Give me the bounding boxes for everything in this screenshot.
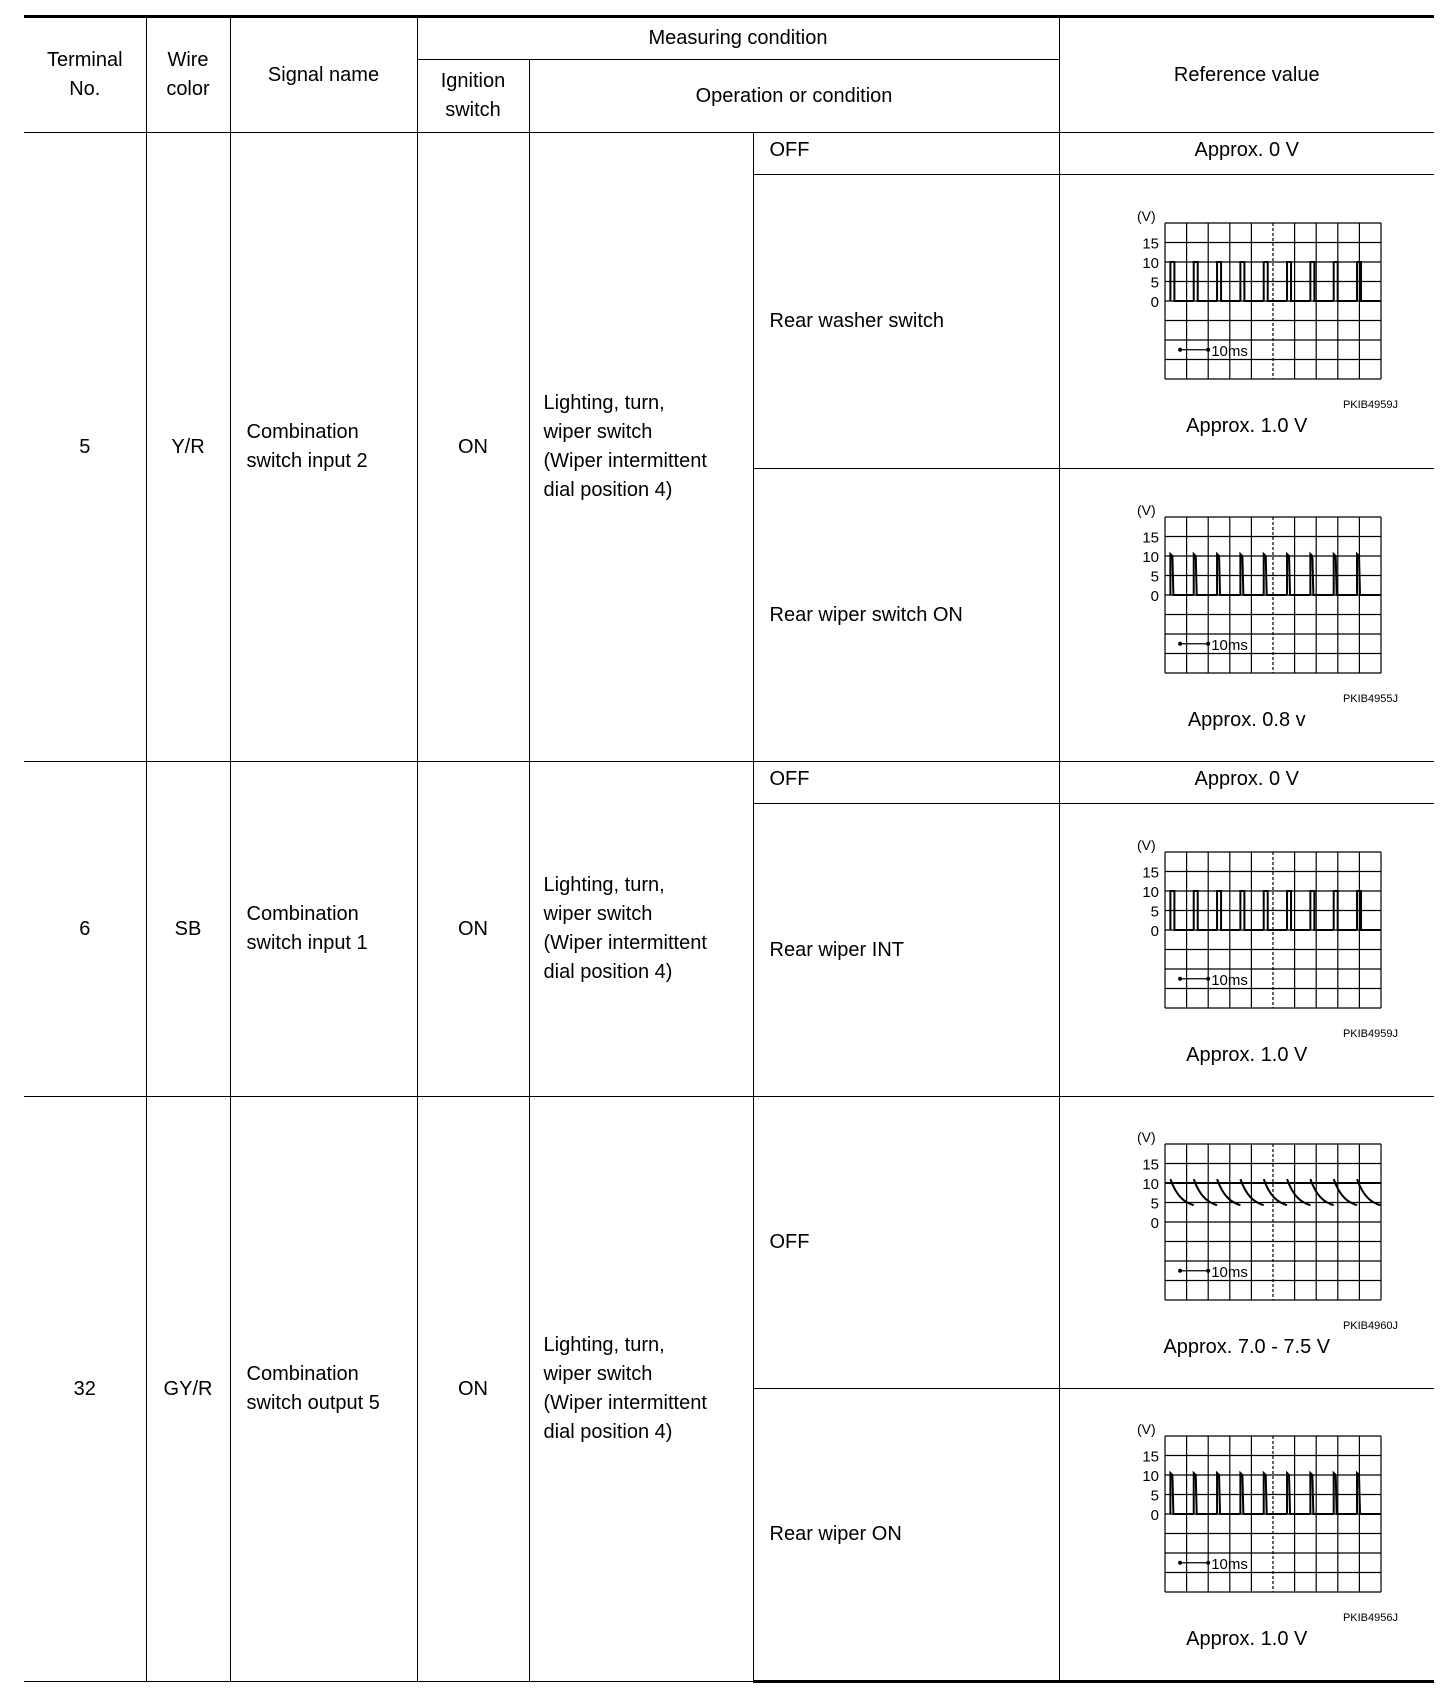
reference-value: Approx. 0 V	[1059, 133, 1434, 175]
ignition-switch: ON	[417, 133, 529, 762]
scope-tick-label: 5	[1150, 1487, 1159, 1505]
reference-value: Approx. 1.0 V	[1186, 415, 1308, 437]
scope-trace	[1170, 554, 1380, 595]
reference-cell	[1059, 469, 1434, 762]
operation: Lighting, turn, wiper switch (Wiper intermittent dial position 4)	[529, 1097, 753, 1682]
figure-id: PKIB4956J	[1342, 1612, 1398, 1624]
oscilloscope-waveform	[1107, 1418, 1387, 1610]
scope-unit-label: (V)	[1136, 1421, 1156, 1437]
terminal-no: 32	[24, 1097, 146, 1682]
scope-unit-label: (V)	[1136, 836, 1156, 853]
header-operation-or-condition: Operation or condition	[529, 60, 1059, 133]
scope-unit-label: (V)	[1136, 501, 1156, 518]
condition-label: Rear wiper ON	[753, 1389, 1059, 1682]
reference-cell	[1059, 804, 1434, 1097]
oscilloscope-waveform	[1107, 834, 1387, 1026]
scope-tick-label: 5	[1150, 568, 1159, 585]
table-row	[24, 762, 1434, 804]
time-div-label: 10ms	[1210, 636, 1248, 654]
scope-tick-label: 15	[1142, 529, 1159, 546]
operation: Lighting, turn, wiper switch (Wiper intermittent dial position 4)	[529, 762, 753, 1097]
scope-tick-label: 5	[1150, 274, 1159, 292]
scope-tick-label: 15	[1142, 864, 1159, 881]
condition-label: Rear wiper INT	[753, 804, 1059, 1097]
scope-tick-label: 0	[1150, 1507, 1159, 1524]
oscilloscope-waveform	[1107, 499, 1387, 691]
header-ignition-switch: Ignition switch	[417, 60, 529, 133]
figure-id: PKIB4955J	[1342, 692, 1398, 705]
table-row	[24, 133, 1434, 175]
ignition-switch: ON	[417, 762, 529, 1097]
scope-tick-label: 15	[1142, 1448, 1159, 1466]
table-row	[24, 1097, 1434, 1389]
scope-tick-label: 0	[1150, 1215, 1159, 1232]
terminal-no: 5	[24, 133, 146, 762]
reference-cell	[1059, 1389, 1434, 1682]
scope-tick-label: 10	[1142, 1468, 1159, 1485]
time-div-label: 10ms	[1210, 342, 1248, 360]
wire-color: SB	[146, 762, 230, 1097]
scope-tick-label: 0	[1150, 294, 1159, 311]
scope-trace	[1170, 1473, 1380, 1514]
reference-value: Approx. 1.0 V	[1186, 1628, 1308, 1650]
scope-unit-label: (V)	[1136, 1129, 1156, 1145]
scope-tick-label: 10	[1142, 883, 1159, 901]
reference-value: Approx. 0 V	[1059, 762, 1434, 804]
figure-id: PKIB4960J	[1342, 1320, 1398, 1332]
wire-color: GY/R	[146, 1097, 230, 1682]
condition-label: OFF	[753, 133, 1059, 175]
scope-tick-label: 15	[1142, 1156, 1159, 1174]
header-reference-value: Reference value	[1059, 17, 1434, 133]
condition-label: Rear washer switch	[753, 175, 1059, 469]
figure-id: PKIB4959J	[1342, 1027, 1398, 1040]
signal-name: Combination switch input 1	[230, 762, 417, 1097]
wire-color: Y/R	[146, 133, 230, 762]
scope-tick-label: 10	[1142, 255, 1159, 272]
reference-value: Approx. 1.0 V	[1186, 1043, 1308, 1066]
header-wire-color: Wire color	[146, 17, 230, 133]
reference-value: Approx. 7.0 - 7.5 V	[1163, 1336, 1331, 1358]
scope-tick-label: 10	[1142, 548, 1159, 566]
figure-id: PKIB4959J	[1342, 399, 1398, 411]
scope-tick-label: 5	[1150, 903, 1159, 920]
reference-cell	[1059, 1097, 1434, 1389]
time-div-label: 10ms	[1210, 1555, 1248, 1573]
ignition-switch: ON	[417, 1097, 529, 1682]
scope-tick-label: 0	[1150, 587, 1159, 605]
condition-label: Rear wiper switch ON	[753, 469, 1059, 762]
header-measuring-condition: Measuring condition	[417, 17, 1059, 60]
header-signal-name: Signal name	[230, 17, 417, 133]
scope-tick-label: 5	[1150, 1195, 1159, 1213]
scope-tick-label: 15	[1142, 235, 1159, 253]
operation: Lighting, turn, wiper switch (Wiper intermittent dial position 4)	[529, 133, 753, 762]
condition-label: OFF	[753, 762, 1059, 804]
signal-name: Combination switch output 5	[230, 1097, 417, 1682]
header-terminal-no: Terminal No.	[24, 17, 146, 133]
signal-name: Combination switch input 2	[230, 133, 417, 762]
reference-cell	[1059, 175, 1434, 469]
oscilloscope-waveform	[1107, 205, 1387, 397]
terminal-reference-table	[24, 15, 1434, 1683]
time-div-label: 10ms	[1210, 971, 1248, 989]
reference-value: Approx. 0.8 v	[1187, 708, 1306, 731]
oscilloscope-waveform	[1107, 1126, 1387, 1318]
time-div-label: 10ms	[1210, 1263, 1248, 1281]
scope-grid	[1165, 1144, 1381, 1300]
scope-unit-label: (V)	[1136, 208, 1156, 224]
scope-tick-label: 0	[1150, 922, 1159, 940]
scope-tick-label: 10	[1142, 1176, 1159, 1193]
terminal-no: 6	[24, 762, 146, 1097]
condition-label: OFF	[753, 1097, 1059, 1389]
